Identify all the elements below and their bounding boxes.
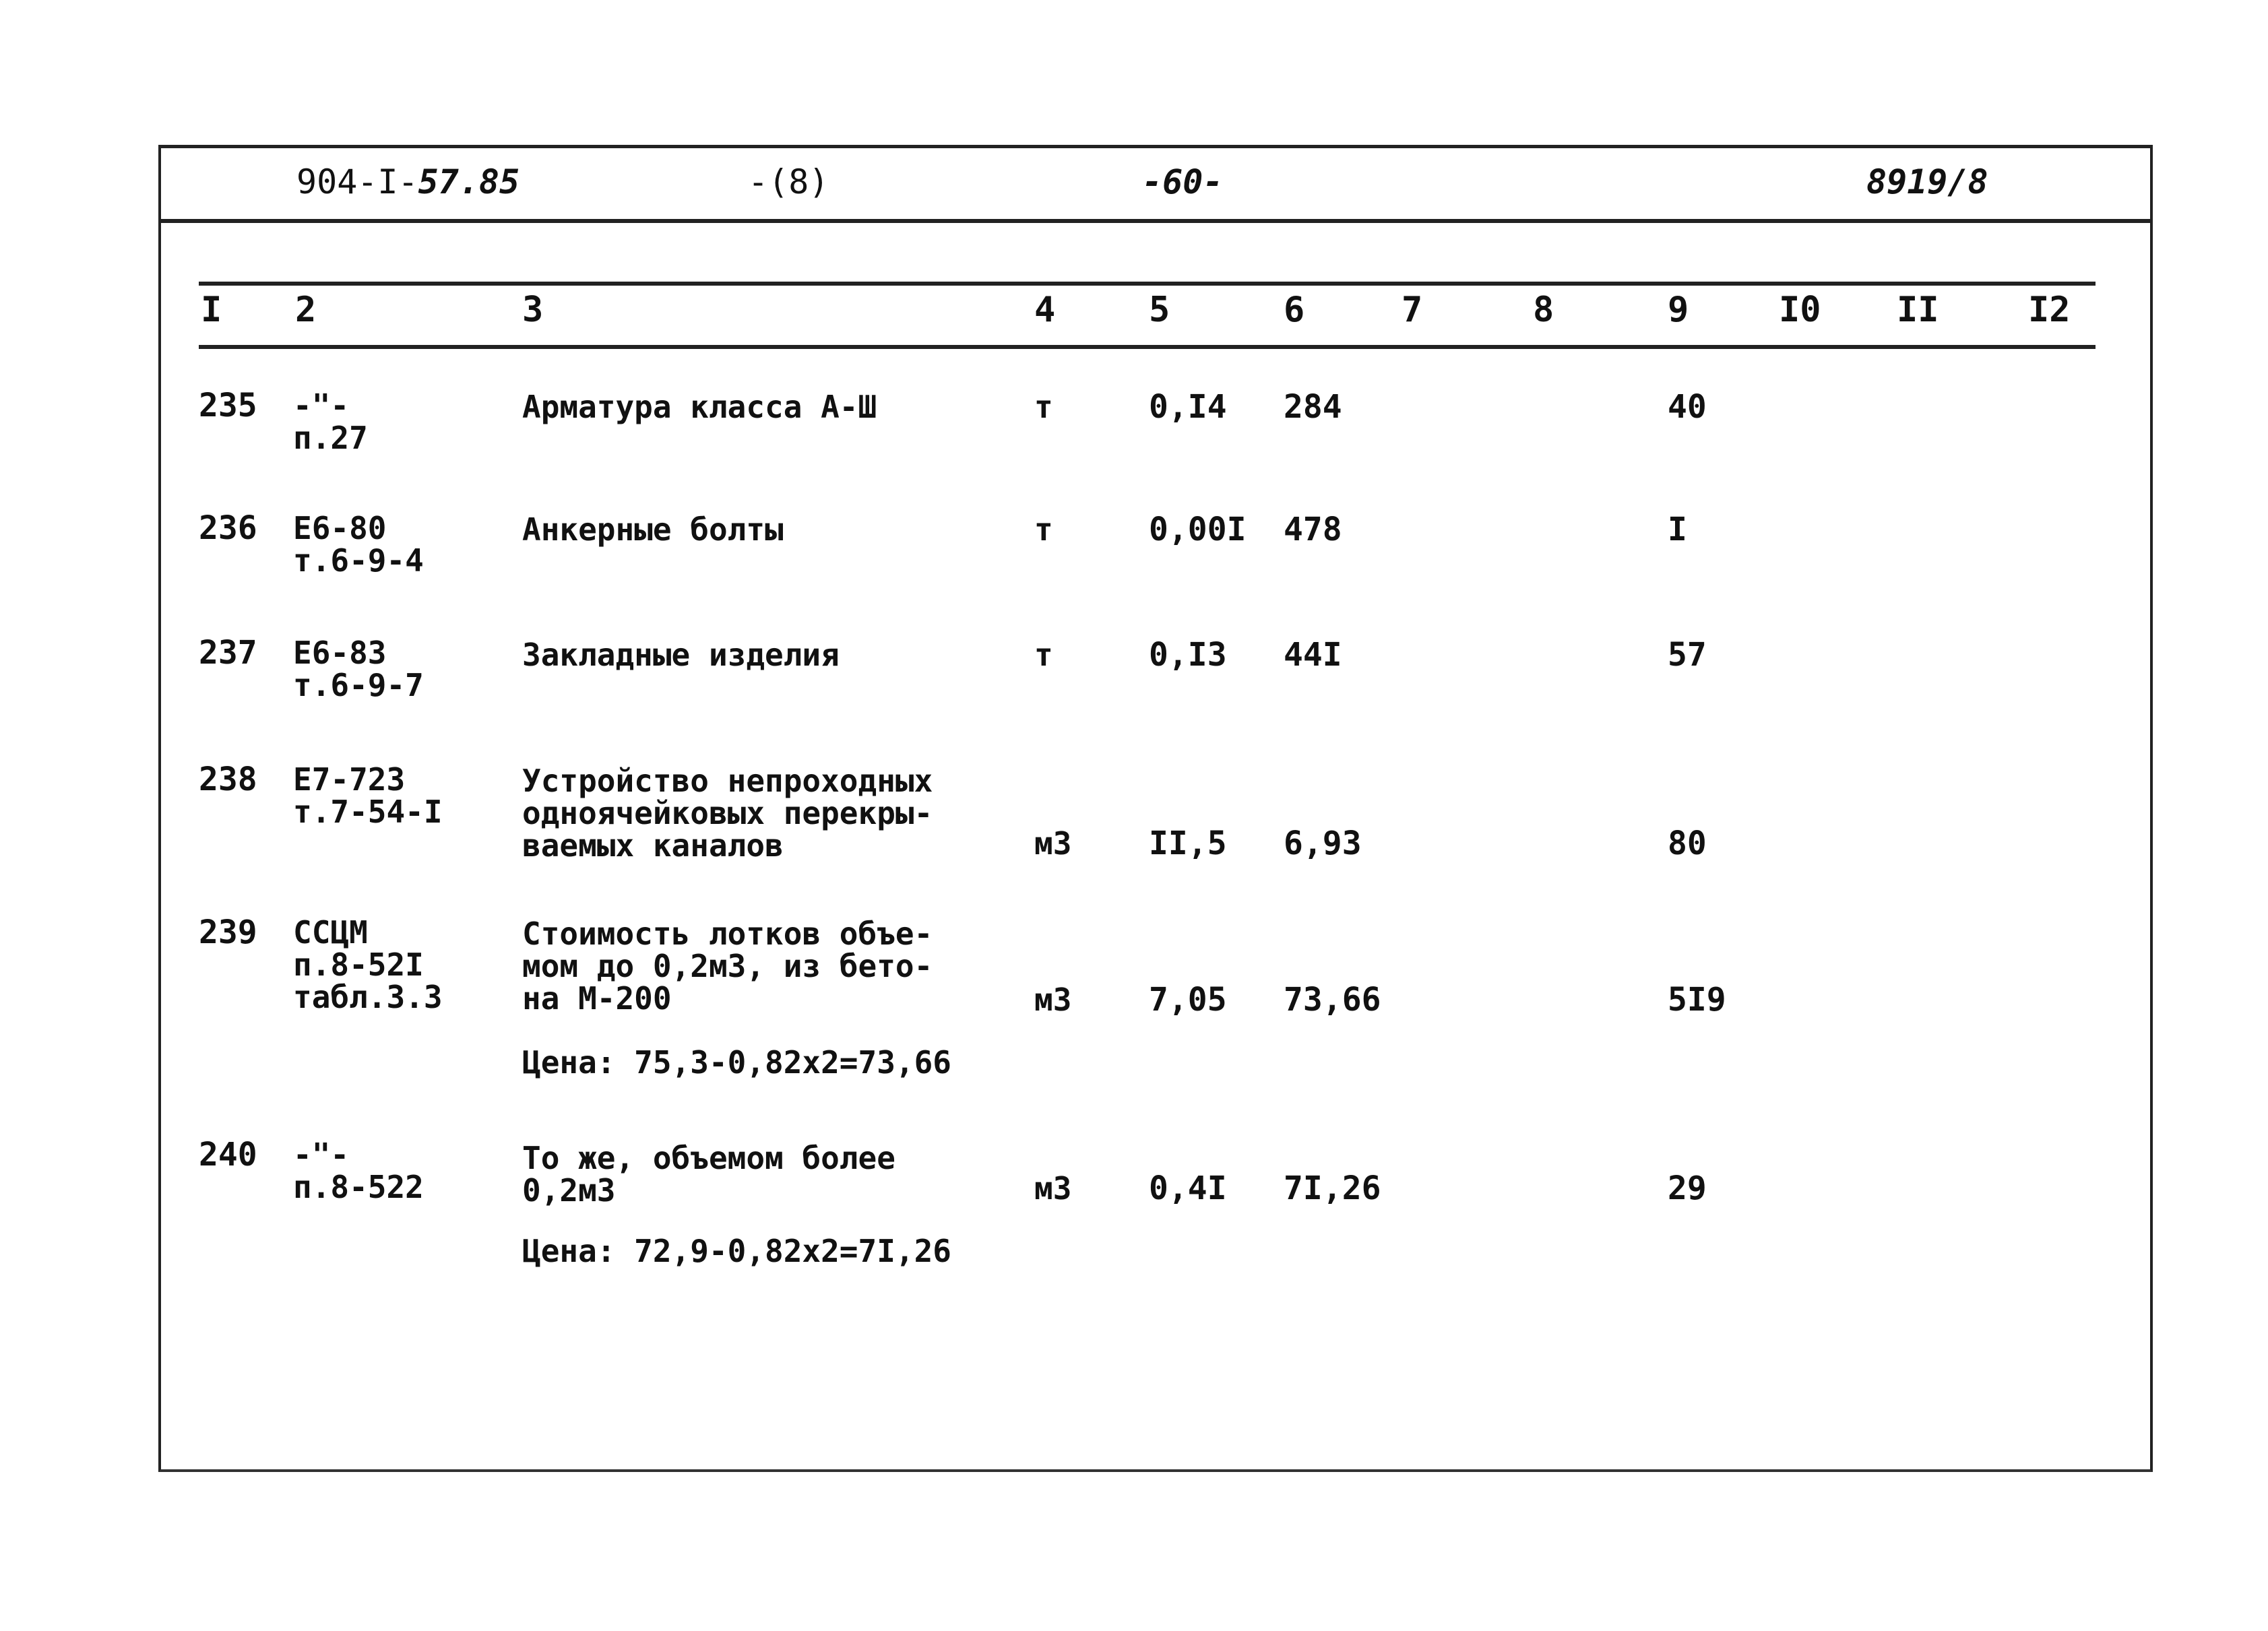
- row-number: 239: [199, 914, 257, 951]
- row-total: 40: [1668, 388, 1707, 426]
- col-header-5: 5: [1149, 290, 1170, 330]
- row-quantity: II,5: [1149, 825, 1227, 862]
- code-line: п.27: [293, 420, 368, 456]
- description-line: мом до 0,2м3, из бето-: [522, 948, 933, 984]
- row-quantity: 0,I4: [1149, 388, 1227, 426]
- row-unit: м3: [1034, 982, 1072, 1018]
- description-line: на М-200: [522, 980, 672, 1017]
- row-quantity: 7,05: [1149, 981, 1227, 1019]
- row-total: 29: [1668, 1170, 1707, 1207]
- description-line: Анкерные болты: [522, 511, 784, 548]
- col-header-2: 2: [295, 290, 317, 330]
- row-code: [293, 763, 443, 828]
- col-header-6: 6: [1284, 290, 1305, 330]
- page-number: -60-: [1142, 162, 1224, 201]
- row-total: 80: [1668, 825, 1707, 862]
- row-description: [522, 918, 933, 1015]
- row-number: 236: [199, 509, 257, 547]
- table-top-rule: [199, 282, 2096, 286]
- code-line: -"-: [293, 1137, 350, 1173]
- row-quantity: 0,I3: [1149, 636, 1227, 674]
- description-line: ваемых каналов: [522, 827, 784, 864]
- row-code: [293, 637, 424, 701]
- code-line: т.7-54-I: [293, 794, 443, 830]
- description-line: Закладные изделия: [522, 637, 840, 673]
- code-line: Е6-80: [293, 510, 387, 546]
- row-description: [522, 391, 877, 423]
- row-code: [293, 389, 368, 454]
- code-line: Е7-723: [293, 761, 406, 798]
- code-line: -"-: [293, 387, 350, 424]
- code-line: т.6-9-4: [293, 542, 424, 579]
- table-header-rule: [199, 345, 2096, 349]
- row-unit-price: 478: [1284, 511, 1342, 548]
- row-number: 240: [199, 1136, 257, 1174]
- col-header-8: 8: [1533, 290, 1554, 330]
- code-line: т.6-9-7: [293, 667, 424, 703]
- description-line: одноячейковых перекры-: [522, 795, 933, 831]
- description-line: Арматура класса А-Ш: [522, 389, 877, 425]
- description-line: Устройство непроходных: [522, 763, 933, 799]
- col-header-3: 3: [522, 290, 544, 330]
- row-total: I: [1668, 511, 1687, 548]
- row-unit: м3: [1034, 1170, 1072, 1207]
- col-header-4: 4: [1034, 290, 1056, 330]
- row-unit-price: 6,93: [1284, 825, 1362, 862]
- code-line: п.8-52I: [293, 947, 424, 983]
- code-line: Е6-83: [293, 635, 387, 671]
- code-line: п.8-522: [293, 1169, 424, 1205]
- col-header-11: II: [1897, 290, 1939, 330]
- doc-reference: 8919/8: [1866, 162, 1988, 201]
- row-description: [522, 513, 784, 546]
- row-total: 5I9: [1668, 981, 1726, 1019]
- row-unit: т: [1034, 389, 1053, 425]
- header-rule: [160, 219, 2151, 223]
- row-description: [522, 765, 933, 862]
- col-header-10: I0: [1779, 290, 1821, 330]
- row-code: [293, 512, 424, 577]
- row-description: [522, 1142, 895, 1207]
- col-header-7: 7: [1401, 290, 1423, 330]
- description-line: То же, объемом более: [522, 1140, 895, 1176]
- code-line: ССЦМ: [293, 914, 368, 951]
- doc-code-suffix: 57.85: [418, 162, 520, 201]
- code-line: табл.3.3: [293, 979, 443, 1015]
- row-unit: м3: [1034, 825, 1072, 862]
- price-note: Цена: 75,3-0,82х2=73,66: [522, 1044, 951, 1081]
- col-header-1: I: [201, 290, 222, 330]
- row-quantity: 0,4I: [1149, 1170, 1227, 1207]
- row-number: 238: [199, 761, 257, 798]
- row-unit-price: 73,66: [1284, 981, 1381, 1019]
- col-header-9: 9: [1668, 290, 1689, 330]
- doc-code-prefix: 904-I-: [296, 162, 418, 201]
- row-number: 235: [199, 387, 257, 424]
- price-note: Цена: 72,9-0,82х2=7I,26: [522, 1233, 951, 1269]
- row-number: 237: [199, 634, 257, 672]
- row-code: [293, 1139, 424, 1203]
- row-quantity: 0,00I: [1149, 511, 1247, 548]
- row-unit: т: [1034, 511, 1053, 548]
- doc-section: -(8): [748, 162, 829, 201]
- description-line: 0,2м3: [522, 1172, 616, 1209]
- row-unit-price: 7I,26: [1284, 1170, 1381, 1207]
- row-description: [522, 639, 840, 671]
- doc-code: [296, 162, 519, 202]
- row-unit-price: 284: [1284, 388, 1342, 426]
- page-frame: [158, 145, 2153, 1472]
- row-total: 57: [1668, 636, 1707, 674]
- description-line: Стоимость лотков объе-: [522, 916, 933, 952]
- col-header-12: I2: [2028, 290, 2071, 330]
- row-unit-price: 44I: [1284, 636, 1342, 674]
- row-code: [293, 916, 443, 1013]
- row-unit: т: [1034, 637, 1053, 673]
